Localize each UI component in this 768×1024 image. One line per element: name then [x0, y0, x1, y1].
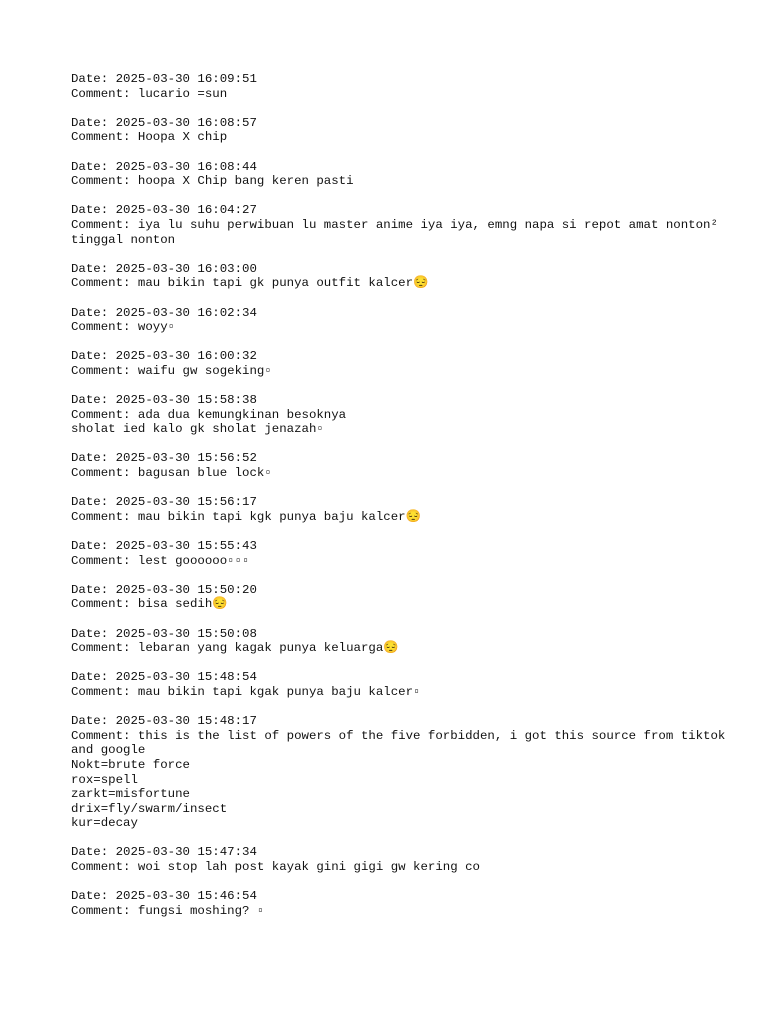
comment-document: [71, 72, 731, 933]
comment-date: Date: 2025-03-30 15:48:54: [71, 670, 257, 685]
comment-entry: [71, 714, 731, 831]
comment-text: Comment: bagusan blue lock▫: [71, 466, 272, 481]
comment-text-continued: Nokt=brute force: [71, 757, 190, 772]
comment-text-continued: kur=decay: [71, 816, 138, 831]
comment-date: Date: 2025-03-30 16:08:44: [71, 159, 257, 174]
comment-date: Date: 2025-03-30 16:09:51: [71, 72, 257, 86]
comment-entry: [71, 583, 731, 612]
comment-text: Comment: lebaran yang kagak punya keluarga😔: [71, 641, 399, 656]
comment-entry: [71, 160, 731, 189]
comment-text: Comment: ada dua kemungkinan besoknya: [71, 407, 347, 422]
comment-date: Date: 2025-03-30 15:50:20: [71, 582, 257, 597]
comment-text-continued: drix=fly/swarm/insect: [71, 801, 228, 816]
comment-text: Comment: fungsi moshing? ▫: [71, 903, 265, 918]
comment-text: Comment: waifu gw sogeking▫: [71, 363, 272, 378]
comment-date: Date: 2025-03-30 16:04:27: [71, 203, 257, 218]
comment-entry: [71, 495, 731, 524]
comment-entry: [71, 203, 731, 247]
comment-text: Comment: hoopa X Chip bang keren pasti: [71, 174, 354, 189]
comment-entry: [71, 670, 731, 699]
comment-entry: [71, 72, 731, 101]
comment-text: Comment: iya lu suhu perwibuan lu master anime iya iya, emng napa si repot amat nonton² tinggal nonton: [71, 217, 726, 247]
comment-text: Comment: bisa sedih😔: [71, 597, 228, 612]
comment-text: Comment: woyy▫: [71, 320, 176, 335]
comment-entry: [71, 306, 731, 335]
comment-date: Date: 2025-03-30 16:08:57: [71, 115, 257, 130]
comment-text: Comment: this is the list of powers of the five forbidden, i got this source from tiktok and google: [71, 728, 733, 758]
comment-entry: [71, 262, 731, 291]
comment-date: Date: 2025-03-30 15:56:52: [71, 451, 257, 466]
comment-entry: [71, 627, 731, 656]
comment-entry: [71, 451, 731, 480]
comment-text-continued: rox=spell: [71, 772, 138, 787]
comment-date: Date: 2025-03-30 16:00:32: [71, 349, 257, 364]
comment-text: Comment: lucario =sun: [71, 86, 228, 101]
comment-date: Date: 2025-03-30 15:48:17: [71, 714, 257, 729]
comment-entry: [71, 393, 731, 437]
comment-text: Comment: woi stop lah post kayak gini gigi gw kering co: [71, 860, 480, 875]
comment-text: Comment: mau bikin tapi kgak punya baju kalcer▫: [71, 684, 421, 699]
comment-date: Date: 2025-03-30 16:03:00: [71, 261, 257, 276]
comment-text: Comment: Hoopa X chip: [71, 130, 228, 145]
comment-entry: [71, 889, 731, 918]
comment-date: Date: 2025-03-30 15:58:38: [71, 393, 257, 408]
comment-entry: [71, 116, 731, 145]
comment-date: Date: 2025-03-30 16:02:34: [71, 305, 257, 320]
comment-date: Date: 2025-03-30 15:56:17: [71, 495, 257, 510]
comment-date: Date: 2025-03-30 15:46:54: [71, 889, 257, 904]
comment-date: Date: 2025-03-30 15:50:08: [71, 626, 257, 641]
comment-text-continued: sholat ied kalo gk sholat jenazah▫: [71, 422, 324, 437]
comment-entry: [71, 845, 731, 874]
comment-text: Comment: mau bikin tapi gk punya outfit kalcer😔: [71, 276, 429, 291]
comment-text: Comment: lest goooooo▫▫▫: [71, 553, 250, 568]
comment-date: Date: 2025-03-30 15:55:43: [71, 539, 257, 553]
comment-text: Comment: mau bikin tapi kgk punya baju kalcer😔: [71, 509, 422, 524]
comment-entry: [71, 349, 731, 378]
comment-text-continued: zarkt=misfortune: [71, 787, 190, 802]
comment-date: Date: 2025-03-30 15:47:34: [71, 845, 257, 860]
comment-entry: [71, 539, 731, 568]
